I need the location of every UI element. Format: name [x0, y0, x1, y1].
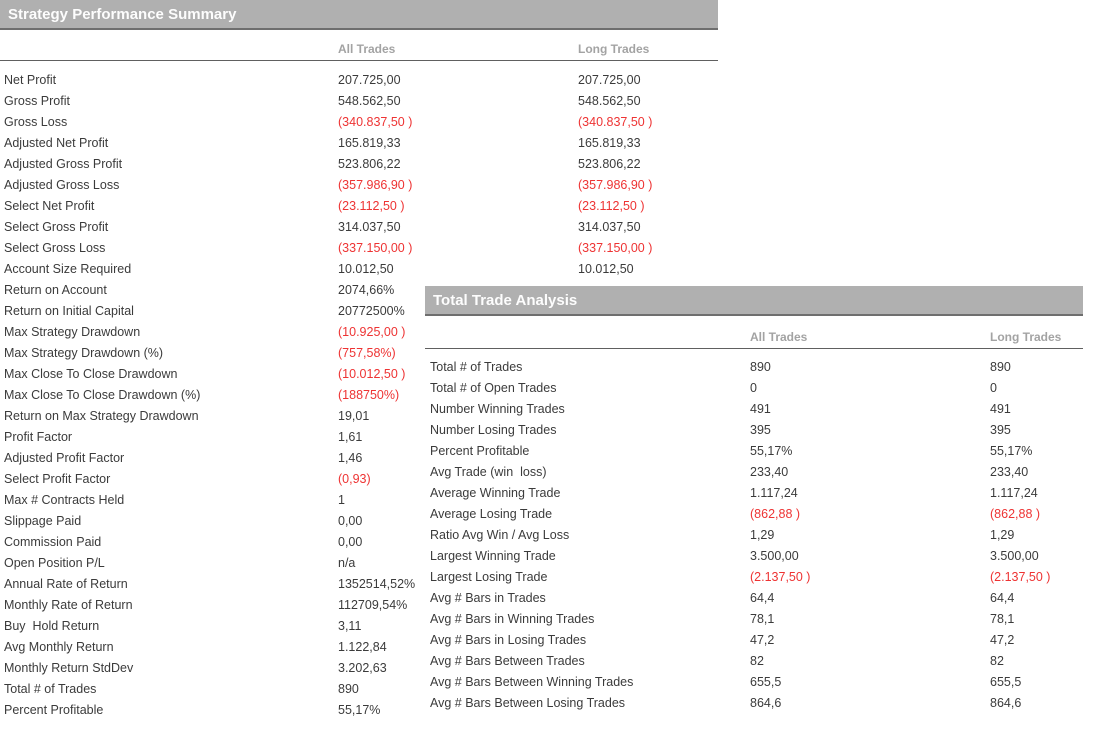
value-all-trades: 1	[338, 493, 345, 507]
row-label: Adjusted Net Profit	[4, 136, 109, 150]
table-row	[425, 693, 1083, 714]
value-long-trades: 10.012,50	[578, 262, 634, 276]
row-label: Select Profit Factor	[4, 472, 111, 486]
value-long-trades: 0	[990, 381, 997, 395]
value-all-trades: 890	[338, 682, 359, 696]
row-label: Total # of Trades	[430, 360, 523, 374]
table-row	[425, 567, 1083, 588]
value-all-trades: 19,01	[338, 409, 370, 423]
table-row	[425, 546, 1083, 567]
row-label: Avg Monthly Return	[4, 640, 114, 654]
row-label: Avg # Bars in Trades	[430, 591, 546, 605]
row-label: Select Gross Loss	[4, 241, 106, 255]
row-label: Max Strategy Drawdown	[4, 325, 141, 339]
value-all-trades: 207.725,00	[338, 73, 401, 87]
value-long-trades: 165.819,33	[578, 136, 641, 150]
row-label: Percent Profitable	[430, 444, 530, 458]
table-row	[425, 630, 1083, 651]
value-all-trades: 10.012,50	[338, 262, 394, 276]
row-label: Adjusted Gross Profit	[4, 157, 123, 171]
row-label: Select Net Profit	[4, 199, 95, 213]
row-label: Open Position P/L	[4, 556, 105, 570]
value-long-trades: (23.112,50 )	[578, 199, 645, 213]
value-all-trades: 3.202,63	[338, 661, 387, 675]
value-all-trades: 78,1	[750, 612, 775, 626]
row-label: Total # of Open Trades	[430, 381, 557, 395]
table-row	[0, 175, 718, 196]
table-row	[425, 588, 1083, 609]
value-all-trades: (340.837,50 )	[338, 115, 413, 129]
value-all-trades: 112709,54%	[338, 598, 408, 612]
value-long-trades: (862,88 )	[990, 507, 1041, 521]
row-label: Buy Hold Return	[4, 619, 100, 633]
row-label: Commission Paid	[4, 535, 102, 549]
table-row	[0, 154, 718, 175]
value-long-trades: 55,17%	[990, 444, 1033, 458]
value-long-trades: 233,40	[990, 465, 1029, 479]
value-long-trades: 207.725,00	[578, 73, 641, 87]
row-label: Average Winning Trade	[430, 486, 561, 500]
value-long-trades: 548.562,50	[578, 94, 641, 108]
value-all-trades: 2074,66%	[338, 283, 395, 297]
row-label: Max Strategy Drawdown (%)	[4, 346, 164, 360]
value-all-trades: 523.806,22	[338, 157, 401, 171]
value-long-trades: (2.137,50 )	[990, 570, 1051, 584]
value-all-trades: 3,11	[338, 619, 362, 633]
value-all-trades: 395	[750, 423, 771, 437]
value-all-trades: 314.037,50	[338, 220, 401, 234]
value-all-trades: 1352514,52%	[338, 577, 416, 591]
total-header-rule	[425, 348, 1083, 349]
row-label: Avg # Bars in Losing Trades	[430, 633, 587, 647]
value-all-trades: 0	[750, 381, 757, 395]
table-row	[0, 133, 718, 154]
row-label: Largest Losing Trade	[430, 570, 548, 584]
row-label: Avg Trade (win loss)	[430, 465, 547, 479]
value-all-trades: (2.137,50 )	[750, 570, 811, 584]
total-panel-title-bar	[425, 286, 1083, 316]
summary-column-header-all-trades: All Trades	[338, 42, 396, 56]
value-long-trades: 523.806,22	[578, 157, 641, 171]
summary-panel-title: Strategy Performance Summary	[8, 6, 237, 23]
value-long-trades: 491	[990, 402, 1011, 416]
table-row	[425, 609, 1083, 630]
value-all-trades: (862,88 )	[750, 507, 801, 521]
row-label: Slippage Paid	[4, 514, 82, 528]
value-long-trades: 78,1	[990, 612, 1015, 626]
total-rows	[425, 357, 1083, 714]
value-all-trades: 165.819,33	[338, 136, 401, 150]
value-all-trades: 64,4	[750, 591, 775, 605]
row-label: Net Profit	[4, 73, 57, 87]
table-row	[425, 420, 1083, 441]
value-all-trades: 1,29	[750, 528, 775, 542]
value-all-trades: 0,00	[338, 535, 363, 549]
table-row	[0, 259, 718, 280]
table-row	[425, 357, 1083, 378]
total-trade-analysis-panel	[425, 285, 1083, 743]
value-all-trades: 1,46	[338, 451, 363, 465]
table-row	[425, 399, 1083, 420]
value-all-trades: 890	[750, 360, 771, 374]
value-long-trades: (357.986,90 )	[578, 178, 653, 192]
value-all-trades: 491	[750, 402, 771, 416]
row-label: Adjusted Gross Loss	[4, 178, 120, 192]
value-all-trades: 864,6	[750, 696, 782, 710]
value-all-trades: 655,5	[750, 675, 782, 689]
row-label: Avg # Bars in Winning Trades	[430, 612, 595, 626]
value-all-trades: 82	[750, 654, 764, 668]
row-label: Monthly Rate of Return	[4, 598, 133, 612]
value-long-trades: 314.037,50	[578, 220, 641, 234]
value-all-trades: 233,40	[750, 465, 789, 479]
table-row	[0, 91, 718, 112]
value-all-trades: (357.986,90 )	[338, 178, 413, 192]
row-label: Number Winning Trades	[430, 402, 565, 416]
value-long-trades: 47,2	[990, 633, 1015, 647]
value-all-trades: 548.562,50	[338, 94, 401, 108]
summary-panel-title-bar	[0, 0, 718, 30]
table-row	[425, 525, 1083, 546]
table-row	[425, 504, 1083, 525]
row-label: Average Losing Trade	[430, 507, 553, 521]
value-long-trades: 1.117,24	[990, 486, 1038, 500]
row-label: Gross Profit	[4, 94, 70, 108]
total-column-header-all-trades: All Trades	[750, 330, 808, 344]
row-label: Max # Contracts Held	[4, 493, 125, 507]
value-all-trades: (188750%)	[338, 388, 400, 402]
table-row	[425, 483, 1083, 504]
value-all-trades: (0,93)	[338, 472, 371, 486]
table-row	[425, 672, 1083, 693]
table-row	[425, 462, 1083, 483]
table-row	[0, 196, 718, 217]
row-label: Select Gross Profit	[4, 220, 109, 234]
row-label: Return on Account	[4, 283, 107, 297]
summary-column-header-long-trades: Long Trades	[578, 42, 650, 56]
table-row	[425, 378, 1083, 399]
row-label: Annual Rate of Return	[4, 577, 128, 591]
row-label: Avg # Bars Between Winning Trades	[430, 675, 634, 689]
value-long-trades: 890	[990, 360, 1011, 374]
value-long-trades: 64,4	[990, 591, 1015, 605]
value-all-trades: (337.150,00 )	[338, 241, 413, 255]
row-label: Adjusted Profit Factor	[4, 451, 125, 465]
table-row	[0, 70, 718, 91]
value-long-trades: 655,5	[990, 675, 1022, 689]
row-label: Total # of Trades	[4, 682, 97, 696]
value-long-trades: 3.500,00	[990, 549, 1039, 563]
summary-header-rule	[0, 60, 718, 61]
table-row	[425, 441, 1083, 462]
value-all-trades: 3.500,00	[750, 549, 799, 563]
value-long-trades: 1,29	[990, 528, 1015, 542]
table-row	[0, 217, 718, 238]
value-all-trades: 1.117,24	[750, 486, 798, 500]
value-all-trades: 1.122,84	[338, 640, 387, 654]
value-all-trades: 47,2	[750, 633, 775, 647]
row-label: Monthly Return StdDev	[4, 661, 134, 675]
row-label: Max Close To Close Drawdown (%)	[4, 388, 201, 402]
value-all-trades: 20772500%	[338, 304, 405, 318]
value-all-trades: n/a	[338, 556, 356, 570]
value-all-trades: 55,17%	[338, 703, 381, 717]
row-label: Account Size Required	[4, 262, 132, 276]
total-column-header-long-trades: Long Trades	[990, 330, 1062, 344]
table-row	[0, 112, 718, 133]
row-label: Profit Factor	[4, 430, 73, 444]
total-panel-title: Total Trade Analysis	[433, 292, 578, 309]
value-long-trades: (340.837,50 )	[578, 115, 653, 129]
value-all-trades: 55,17%	[750, 444, 793, 458]
table-row	[425, 651, 1083, 672]
row-label: Return on Initial Capital	[4, 304, 134, 318]
row-label: Max Close To Close Drawdown	[4, 367, 178, 381]
value-long-trades: (337.150,00 )	[578, 241, 653, 255]
row-label: Avg # Bars Between Losing Trades	[430, 696, 626, 710]
row-label: Largest Winning Trade	[430, 549, 556, 563]
row-label: Number Losing Trades	[430, 423, 557, 437]
value-all-trades: (10.925,00 )	[338, 325, 406, 339]
value-long-trades: 395	[990, 423, 1011, 437]
value-all-trades: (10.012,50 )	[338, 367, 406, 381]
row-label: Return on Max Strategy Drawdown	[4, 409, 199, 423]
row-label: Percent Profitable	[4, 703, 104, 717]
value-all-trades: (23.112,50 )	[338, 199, 405, 213]
value-all-trades: 0,00	[338, 514, 363, 528]
value-long-trades: 864,6	[990, 696, 1022, 710]
value-long-trades: 82	[990, 654, 1004, 668]
row-label: Gross Loss	[4, 115, 68, 129]
table-row	[0, 238, 718, 259]
row-label: Ratio Avg Win / Avg Loss	[430, 528, 570, 542]
value-all-trades: (757,58%)	[338, 346, 396, 360]
row-label: Avg # Bars Between Trades	[430, 654, 585, 668]
value-all-trades: 1,61	[338, 430, 363, 444]
